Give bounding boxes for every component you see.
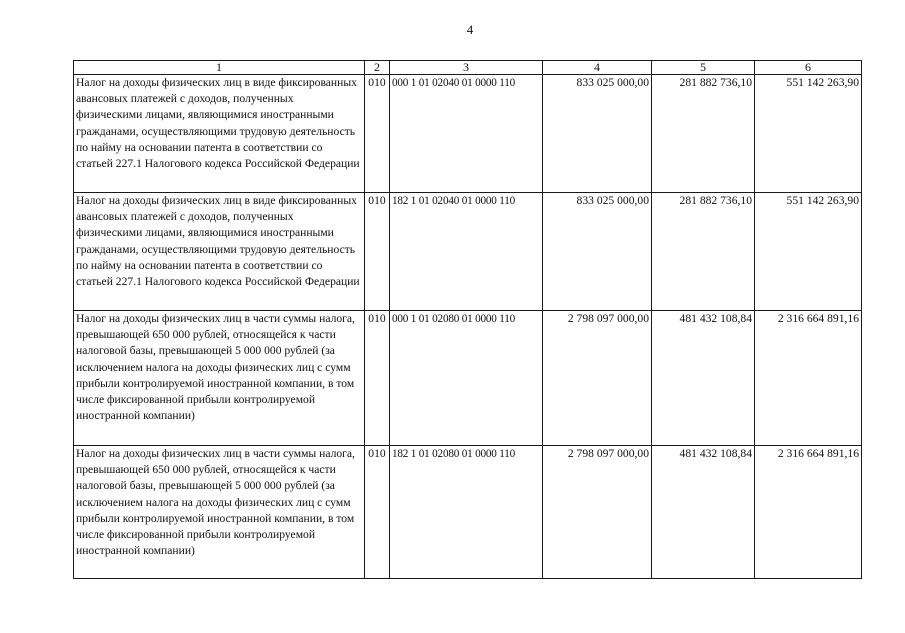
- column-header-3: 3: [390, 61, 543, 75]
- executed-amount-cell: 281 882 736,10: [652, 193, 755, 311]
- column-header-1: 1: [74, 61, 365, 75]
- executed-amount-cell: 281 882 736,10: [652, 75, 755, 193]
- unexecuted-amount-cell: 2 316 664 891,16: [755, 311, 862, 446]
- page-number: 4: [466, 22, 474, 37]
- column-header-2: 2: [365, 61, 390, 75]
- row-code-cell: 010: [365, 75, 390, 193]
- column-header-4: 4: [543, 61, 652, 75]
- row-code-cell: 010: [365, 311, 390, 446]
- approved-amount-cell: 833 025 000,00: [543, 75, 652, 193]
- unexecuted-amount-cell: 551 142 263,90: [755, 75, 862, 193]
- column-header-6: 6: [755, 61, 862, 75]
- table-row: [74, 311, 862, 446]
- header-row: [74, 61, 862, 75]
- income-code-cell: 182 1 01 02040 01 0000 110: [390, 193, 543, 311]
- unexecuted-amount-cell: 551 142 263,90: [755, 193, 862, 311]
- table-row: [74, 193, 862, 311]
- table-row: [74, 75, 862, 193]
- income-code-cell: 182 1 01 02080 01 0000 110: [390, 446, 543, 579]
- income-name-cell: Налог на доходы физических лиц в виде фиксированных авансовых платежей с доходов, полученных физическими лицами, являющимися иностранными гражданами, осуществляющими трудовую деятельность по найму на основании патента в соответствии со статьей 227.1 Налогового кодекса Российской Федерации: [74, 75, 365, 193]
- revenue-table: [73, 60, 862, 579]
- approved-amount-cell: 833 025 000,00: [543, 193, 652, 311]
- income-name-cell: Налог на доходы физических лиц в части суммы налога, превышающей 650 000 рублей, относящейся к части налоговой базы, превышающей 5 000 000 рублей (за исключением налога на доходы физических лиц с сумм прибыли контролируемой иностранной компании, в том числе фиксированной прибыли контролируемой иностранной компании): [74, 311, 365, 446]
- approved-amount-cell: 2 798 097 000,00: [543, 446, 652, 579]
- row-code-cell: 010: [365, 193, 390, 311]
- income-name-cell: Налог на доходы физических лиц в части суммы налога, превышающей 650 000 рублей, относящейся к части налоговой базы, превышающей 5 000 000 рублей (за исключением налога на доходы физических лиц с сумм прибыли контролируемой иностранной компании, в том числе фиксированной прибыли контролируемой иностранной компании): [74, 446, 365, 579]
- income-code-cell: 000 1 01 02080 01 0000 110: [390, 311, 543, 446]
- executed-amount-cell: 481 432 108,84: [652, 446, 755, 579]
- approved-amount-cell: 2 798 097 000,00: [543, 311, 652, 446]
- income-code-cell: 000 1 01 02040 01 0000 110: [390, 75, 543, 193]
- row-code-cell: 010: [365, 446, 390, 579]
- executed-amount-cell: 481 432 108,84: [652, 311, 755, 446]
- table-row: [74, 446, 862, 579]
- column-header-5: 5: [652, 61, 755, 75]
- income-name-cell: Налог на доходы физических лиц в виде фиксированных авансовых платежей с доходов, полученных физическими лицами, являющимися иностранными гражданами, осуществляющими трудовую деятельность по найму на основании патента в соответствии со статьей 227.1 Налогового кодекса Российской Федерации: [74, 193, 365, 311]
- unexecuted-amount-cell: 2 316 664 891,16: [755, 446, 862, 579]
